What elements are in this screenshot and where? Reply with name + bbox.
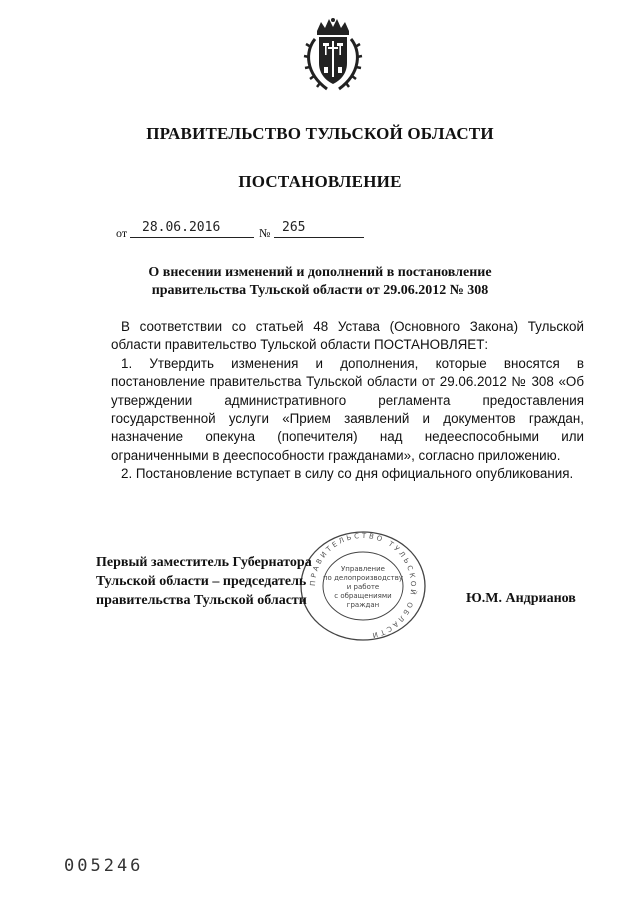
stamp-line-4: с обращениями	[334, 592, 392, 600]
signer-position	[96, 553, 312, 610]
document-date: 28.06.2016	[142, 220, 221, 235]
signer-name: Ю.М. Андрианов	[466, 591, 576, 606]
date-label: от	[116, 226, 128, 240]
document-serial-number: 005246	[64, 856, 144, 876]
subject-line-1: О внесении изменений и дополнений в постановление	[148, 265, 492, 280]
coat-of-arms-icon	[303, 17, 363, 93]
round-stamp	[297, 530, 429, 642]
body-item-2: 2. Постановление вступает в силу со дня официального опубликования.	[121, 466, 574, 482]
stamp-line-2: по делопроизводству	[322, 574, 404, 582]
stamp-ring-text: ПРАВИТЕЛЬСТВО ТУЛЬСКОЙ ОБЛАСТИ	[308, 531, 418, 640]
date-underline	[130, 237, 254, 238]
number-underline	[274, 237, 364, 238]
signer-position-line-2: Тульской области – председатель	[96, 574, 307, 589]
stamp-line-3: и работе	[346, 583, 380, 591]
signer-position-line-3: правительства Тульской области	[96, 593, 307, 608]
document-number: 265	[282, 220, 306, 235]
stamp-line-1: Управление	[341, 565, 385, 573]
document-type-title: ПОСТАНОВЛЕНИЕ	[238, 172, 402, 191]
stamp-line-5: граждан	[346, 601, 380, 609]
document-body	[111, 318, 584, 484]
government-title: ПРАВИТЕЛЬСТВО ТУЛЬСКОЙ ОБЛАСТИ	[146, 124, 494, 143]
body-item-1: 1. Утвердить изменения и дополнения, которые вносятся в постановление правительства Тульской области от 29.06.2012 № 308 «Об утверждении административного регламента предоставления государственной услуги «Прием заявлений и документов граждан, назначение опекуна (попечителя) над недееспособными или ограниченными в дееспособности гражданами», согласно приложению.	[111, 355, 584, 463]
body-intro: В соответствии со статьей 48 Устава (Основного Закона) Тульской области правительство Тульской области ПОСТАНОВЛЯЕТ:	[111, 319, 584, 353]
subject-line-2: правительства Тульской области от 29.06.2012 № 308	[151, 283, 489, 298]
document-subject	[0, 264, 640, 300]
number-label: №	[259, 226, 271, 240]
signer-position-line-1: Первый заместитель Губернатора	[96, 555, 312, 570]
